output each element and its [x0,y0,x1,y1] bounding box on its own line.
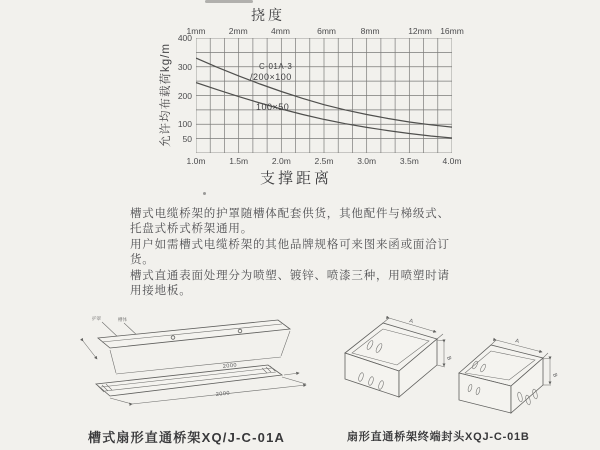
y-axis-tick: 200 [177,90,192,101]
box1-height-dim: B [445,355,453,362]
body-text-line: 托盘式桥式桥架通用。 [130,223,253,236]
top-axis-tick: 8mm [360,26,380,36]
body-text-line: 用户如需槽式电缆桥架的其他品牌规格可来图来函或面洽订 [130,238,450,251]
x-axis-label: 支撑距离 [260,170,333,187]
y-axis-label: 允许均布载荷kg/m [160,43,172,147]
callout-body-label: 槽体 [118,317,127,322]
body-text [130,207,475,299]
callout-cover-label: 护罩 [92,316,101,321]
box2-width-dim: A [514,338,521,346]
top-axis-tick: 4mm [271,26,290,36]
cover-length-dim: 2000 [222,362,238,370]
y-axis-tick: 100 [177,119,192,130]
x-axis-tick: 2.5m [314,156,334,166]
x-axis-tick: 1.5m [229,156,249,166]
cover-plate-outline [98,320,290,348]
body-text-line: 货。 [130,254,155,267]
x-axis-tick: 2.0m [271,156,291,166]
x-axis-tick: 3.5m [399,156,419,166]
deflection-chart-plot [196,38,452,153]
y-axis-tick: 400 [177,33,192,43]
top-axis-tick: 12mm [408,26,432,36]
right-drawing-caption: 扇形直通桥架终端封头XQJ-C-01B [347,431,530,443]
body-text-line: 槽式直通表面处理分为喷塑、镀锌、喷漆三种，用喷塑时请 [130,269,450,282]
y-axis-tick: 50 [182,133,192,144]
box2-height-dim: B [551,372,559,379]
body-text-line: 用接地板。 [130,285,192,298]
curve-label-upper-model: C-01A-3 [259,62,293,71]
end-cap-box-1 [345,318,452,397]
trough-length-dim: 2000 [215,390,231,398]
tray-exploded-drawing [68,312,320,420]
top-axis-tick: 16mm [440,26,464,36]
x-axis-tick: 1.0m [186,156,206,166]
chart-title: 挠度 [251,7,285,23]
top-axis-tick: 1mm [186,26,206,36]
curve-label-upper-size: /200×100 [250,72,292,82]
end-cap-drawing [337,313,562,418]
trough-body-outline [96,362,282,396]
y-axis-tick: 300 [177,61,192,72]
body-text-line: 槽式电缆桥架的护罩随槽体配套供货，其他配件与梯级式、 [130,208,450,220]
left-drawing-caption: 槽式扇形直通桥架XQ/J-C-01A [88,430,286,445]
end-cap-box-2 [459,338,558,413]
scan-speck [203,192,206,195]
scan-smudge [205,0,253,3]
top-axis-ticks [186,26,464,37]
curve-label-lower-size: 100×50 [256,102,290,112]
box1-width-dim: A [408,318,415,326]
x-axis-tick: 3.0m [357,156,377,166]
top-axis-tick: 2mm [228,26,248,36]
x-axis-tick: 4.0m [442,156,462,166]
top-axis-tick: 6mm [317,26,336,36]
y-axis-ticks [158,33,192,153]
